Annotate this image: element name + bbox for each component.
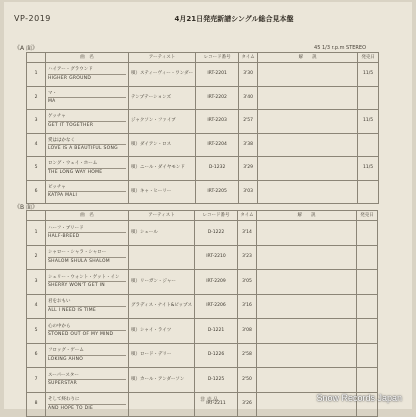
col-time: タイム [239, 53, 258, 63]
track-title-jp: 心の中から [48, 323, 71, 329]
document-title: 4月21日発売新譜シングル総合見本盤 [174, 15, 294, 23]
track-artist: 唄）カール・アンダーソン [129, 368, 195, 393]
col-no [27, 53, 46, 63]
track-notes [256, 319, 356, 344]
record-number: D-1221 [194, 319, 237, 344]
track-notes [258, 133, 358, 157]
track-title [46, 294, 129, 319]
track-notes [256, 368, 356, 393]
record-number: D-1226 [194, 343, 237, 368]
track-time: 3'29 [239, 157, 258, 181]
record-number: IRT-2209 [194, 270, 237, 295]
track-title-en: AND HOPE TO DIE [48, 405, 94, 411]
track-row [27, 245, 378, 270]
track-artist: 唄）キャ・ヒーリー [129, 180, 196, 204]
track-title-en: SHALOM SHULA SHALOM [48, 258, 110, 264]
track-row [27, 180, 379, 204]
record-number: IRT-2211 [194, 392, 237, 417]
release-date [356, 343, 377, 368]
track-number: 7 [27, 368, 46, 393]
track-artist: 唄）シェール [129, 221, 195, 246]
record-number: IRT-2205 [196, 180, 239, 204]
track-row [27, 63, 379, 87]
title-divider [48, 355, 126, 356]
track-title-en: STONED OUT OF MY MIND [48, 332, 114, 338]
release-date: 11/5 [358, 110, 379, 134]
track-time: 3'23 [237, 245, 256, 270]
side-a-table [26, 52, 379, 204]
record-number: D-1225 [194, 368, 237, 393]
track-title-en: SUPERSTAR [48, 381, 77, 387]
track-title [46, 133, 129, 157]
track-artist [129, 245, 195, 270]
track-number: 2 [27, 86, 46, 110]
col-no [27, 211, 46, 221]
track-time: 2'50 [237, 368, 256, 393]
track-time: 3'14 [237, 221, 256, 246]
col-record-number: レコード番号 [194, 211, 237, 221]
track-title [46, 245, 129, 270]
track-time: 3'08 [237, 319, 256, 344]
side-b-header-row [27, 211, 378, 221]
track-title-en: KATPA MALI [48, 193, 78, 199]
release-date [356, 319, 377, 344]
title-divider [48, 74, 126, 75]
track-title-jp: 君をおもい [48, 299, 71, 305]
track-number: 5 [27, 319, 46, 344]
release-date [358, 180, 379, 204]
track-title [46, 86, 129, 110]
side-b-label: 《B 面》 [14, 204, 39, 211]
track-title-en: MA [48, 99, 56, 105]
track-artist: テンプテーションズ [129, 86, 196, 110]
col-artist: アーティスト [129, 211, 195, 221]
track-title [46, 180, 129, 204]
col-time: タイム [237, 211, 256, 221]
track-title-jp: ハイアー・グラウンド [48, 67, 93, 73]
record-number: IRT-2206 [194, 294, 237, 319]
release-date [356, 270, 377, 295]
track-title-jp: シェリー・ウォント・ゲット・イン [48, 274, 120, 280]
track-row [27, 157, 379, 181]
track-number: 1 [27, 221, 46, 246]
title-divider [48, 257, 126, 258]
track-notes [258, 63, 358, 87]
release-date [356, 294, 377, 319]
side-a-label: 《A 面》 [14, 45, 39, 52]
col-title: 曲 名 [46, 211, 129, 221]
record-number: IRT-2202 [196, 86, 239, 110]
track-row [27, 133, 379, 157]
release-date [358, 133, 379, 157]
track-notes [256, 343, 356, 368]
track-time: 3'03 [239, 180, 258, 204]
track-notes [256, 270, 356, 295]
track-time: 2'57 [239, 110, 258, 134]
track-time: 3'26 [237, 392, 256, 417]
track-title-jp: フロッグ・ゲーム [48, 348, 84, 354]
col-notes: 解 説 [258, 53, 358, 63]
track-row [27, 319, 378, 344]
side-a-header-row [27, 53, 379, 63]
track-notes [258, 86, 358, 110]
track-artist [129, 392, 195, 417]
track-title-en: THE LONG WAY HOME [48, 169, 103, 175]
release-date: 11/5 [358, 157, 379, 181]
col-record-number: レコード番号 [196, 53, 239, 63]
track-title [46, 110, 129, 134]
track-number: 6 [27, 180, 46, 204]
release-date [358, 86, 379, 110]
track-title-jp: ハーフ・ブリード [48, 225, 84, 231]
track-notes [256, 245, 356, 270]
track-artist: 唄）ニール・ダイヤモンド [129, 157, 196, 181]
track-time: 3'40 [239, 86, 258, 110]
track-artist: 唄）ロード・デリー [129, 343, 195, 368]
track-number: 8 [27, 392, 46, 417]
track-artist: 唄）リーガン・ジャー [129, 270, 195, 295]
col-release-date: 発売日 [356, 211, 377, 221]
track-row [27, 221, 378, 246]
title-divider [48, 306, 126, 307]
record-number: D-1222 [194, 221, 237, 246]
track-row [27, 294, 378, 319]
track-notes [256, 221, 356, 246]
track-title [46, 157, 129, 181]
track-number: 5 [27, 157, 46, 181]
track-title [46, 63, 129, 87]
release-date [356, 245, 377, 270]
track-title [46, 392, 129, 417]
track-time: 2'58 [237, 343, 256, 368]
track-time: 3'30 [239, 63, 258, 87]
track-notes [256, 294, 356, 319]
record-number: IRT-2210 [194, 245, 237, 270]
track-title-jp: ビッチャ [48, 184, 66, 190]
track-number: 2 [27, 245, 46, 270]
track-time: 3'16 [237, 294, 256, 319]
track-title-jp: ゲッチャ [48, 114, 66, 120]
track-row [27, 110, 379, 134]
release-date [356, 368, 377, 393]
track-title-en: LOVE IS A BEAUTIFUL SONG [48, 146, 118, 152]
rpm-label: 45 1/3 r.p.m STEREO [314, 45, 366, 51]
track-number: 3 [27, 110, 46, 134]
track-row [27, 343, 378, 368]
track-row [27, 86, 379, 110]
track-title-en: LOKING AHNO [48, 356, 84, 362]
track-title [46, 343, 129, 368]
release-date [356, 221, 377, 246]
track-title-en: ALL I NEED IS TIME [48, 307, 97, 313]
title-divider [48, 97, 126, 98]
track-title-en: HIGHER GROUND [48, 75, 92, 81]
release-date: 11/5 [358, 63, 379, 87]
col-notes: 解 説 [256, 211, 356, 221]
track-notes [258, 180, 358, 204]
track-title-jp: 愛ははかなく [48, 137, 75, 143]
track-title-jp: スーパースター [48, 372, 79, 378]
record-number: D-1232 [196, 157, 239, 181]
track-title [46, 368, 129, 393]
col-artist: アーティスト [129, 53, 196, 63]
record-number: IRT-2203 [196, 110, 239, 134]
track-artist: ジャクソン・ファイブ [129, 110, 196, 134]
track-artist: グラディス・ナイト&ピップス [129, 294, 195, 319]
title-divider [48, 168, 126, 169]
track-title [46, 221, 129, 246]
track-notes [258, 157, 358, 181]
title-divider [48, 404, 126, 405]
track-time: 3'38 [239, 133, 258, 157]
track-number: 6 [27, 343, 46, 368]
track-artist: 唄）ダイアン・ロス [129, 133, 196, 157]
document-sheet [4, 2, 412, 409]
track-title-jp: そして終わりに [48, 397, 80, 403]
title-divider [48, 121, 126, 122]
not-for-sale-mark: 非 売 品 [200, 397, 219, 403]
watermark: Snow Records Japan [316, 393, 402, 403]
track-title-en: SHERRY WON'T GET IN [48, 283, 105, 289]
record-number: IRT-2204 [196, 133, 239, 157]
track-title [46, 319, 129, 344]
track-title-en: HALF-BREED [48, 234, 80, 240]
col-release-date: 発売日 [358, 53, 379, 63]
catalog-number: VP-2019 [14, 14, 51, 23]
track-title-jp: マ・ [48, 90, 57, 96]
track-artist: 唄）スティーヴィー・ワンダー [129, 63, 196, 87]
col-title: 曲 名 [46, 53, 129, 63]
record-number: IRT-2201 [196, 63, 239, 87]
track-notes [258, 110, 358, 134]
track-number: 4 [27, 133, 46, 157]
track-number: 3 [27, 270, 46, 295]
track-title-en: GET IT TOGETHER [48, 122, 94, 128]
track-title-jp: シャロー・シャラ・シャロー [48, 250, 107, 256]
track-title [46, 270, 129, 295]
side-b-table [26, 210, 378, 417]
track-time: 3'05 [237, 270, 256, 295]
track-number: 1 [27, 63, 46, 87]
track-number: 4 [27, 294, 46, 319]
track-artist: 唄）シャイ・ライツ [129, 319, 195, 344]
track-row [27, 270, 378, 295]
track-row [27, 368, 378, 393]
track-title-jp: ロング・ウェイ・ホーム [48, 161, 98, 167]
